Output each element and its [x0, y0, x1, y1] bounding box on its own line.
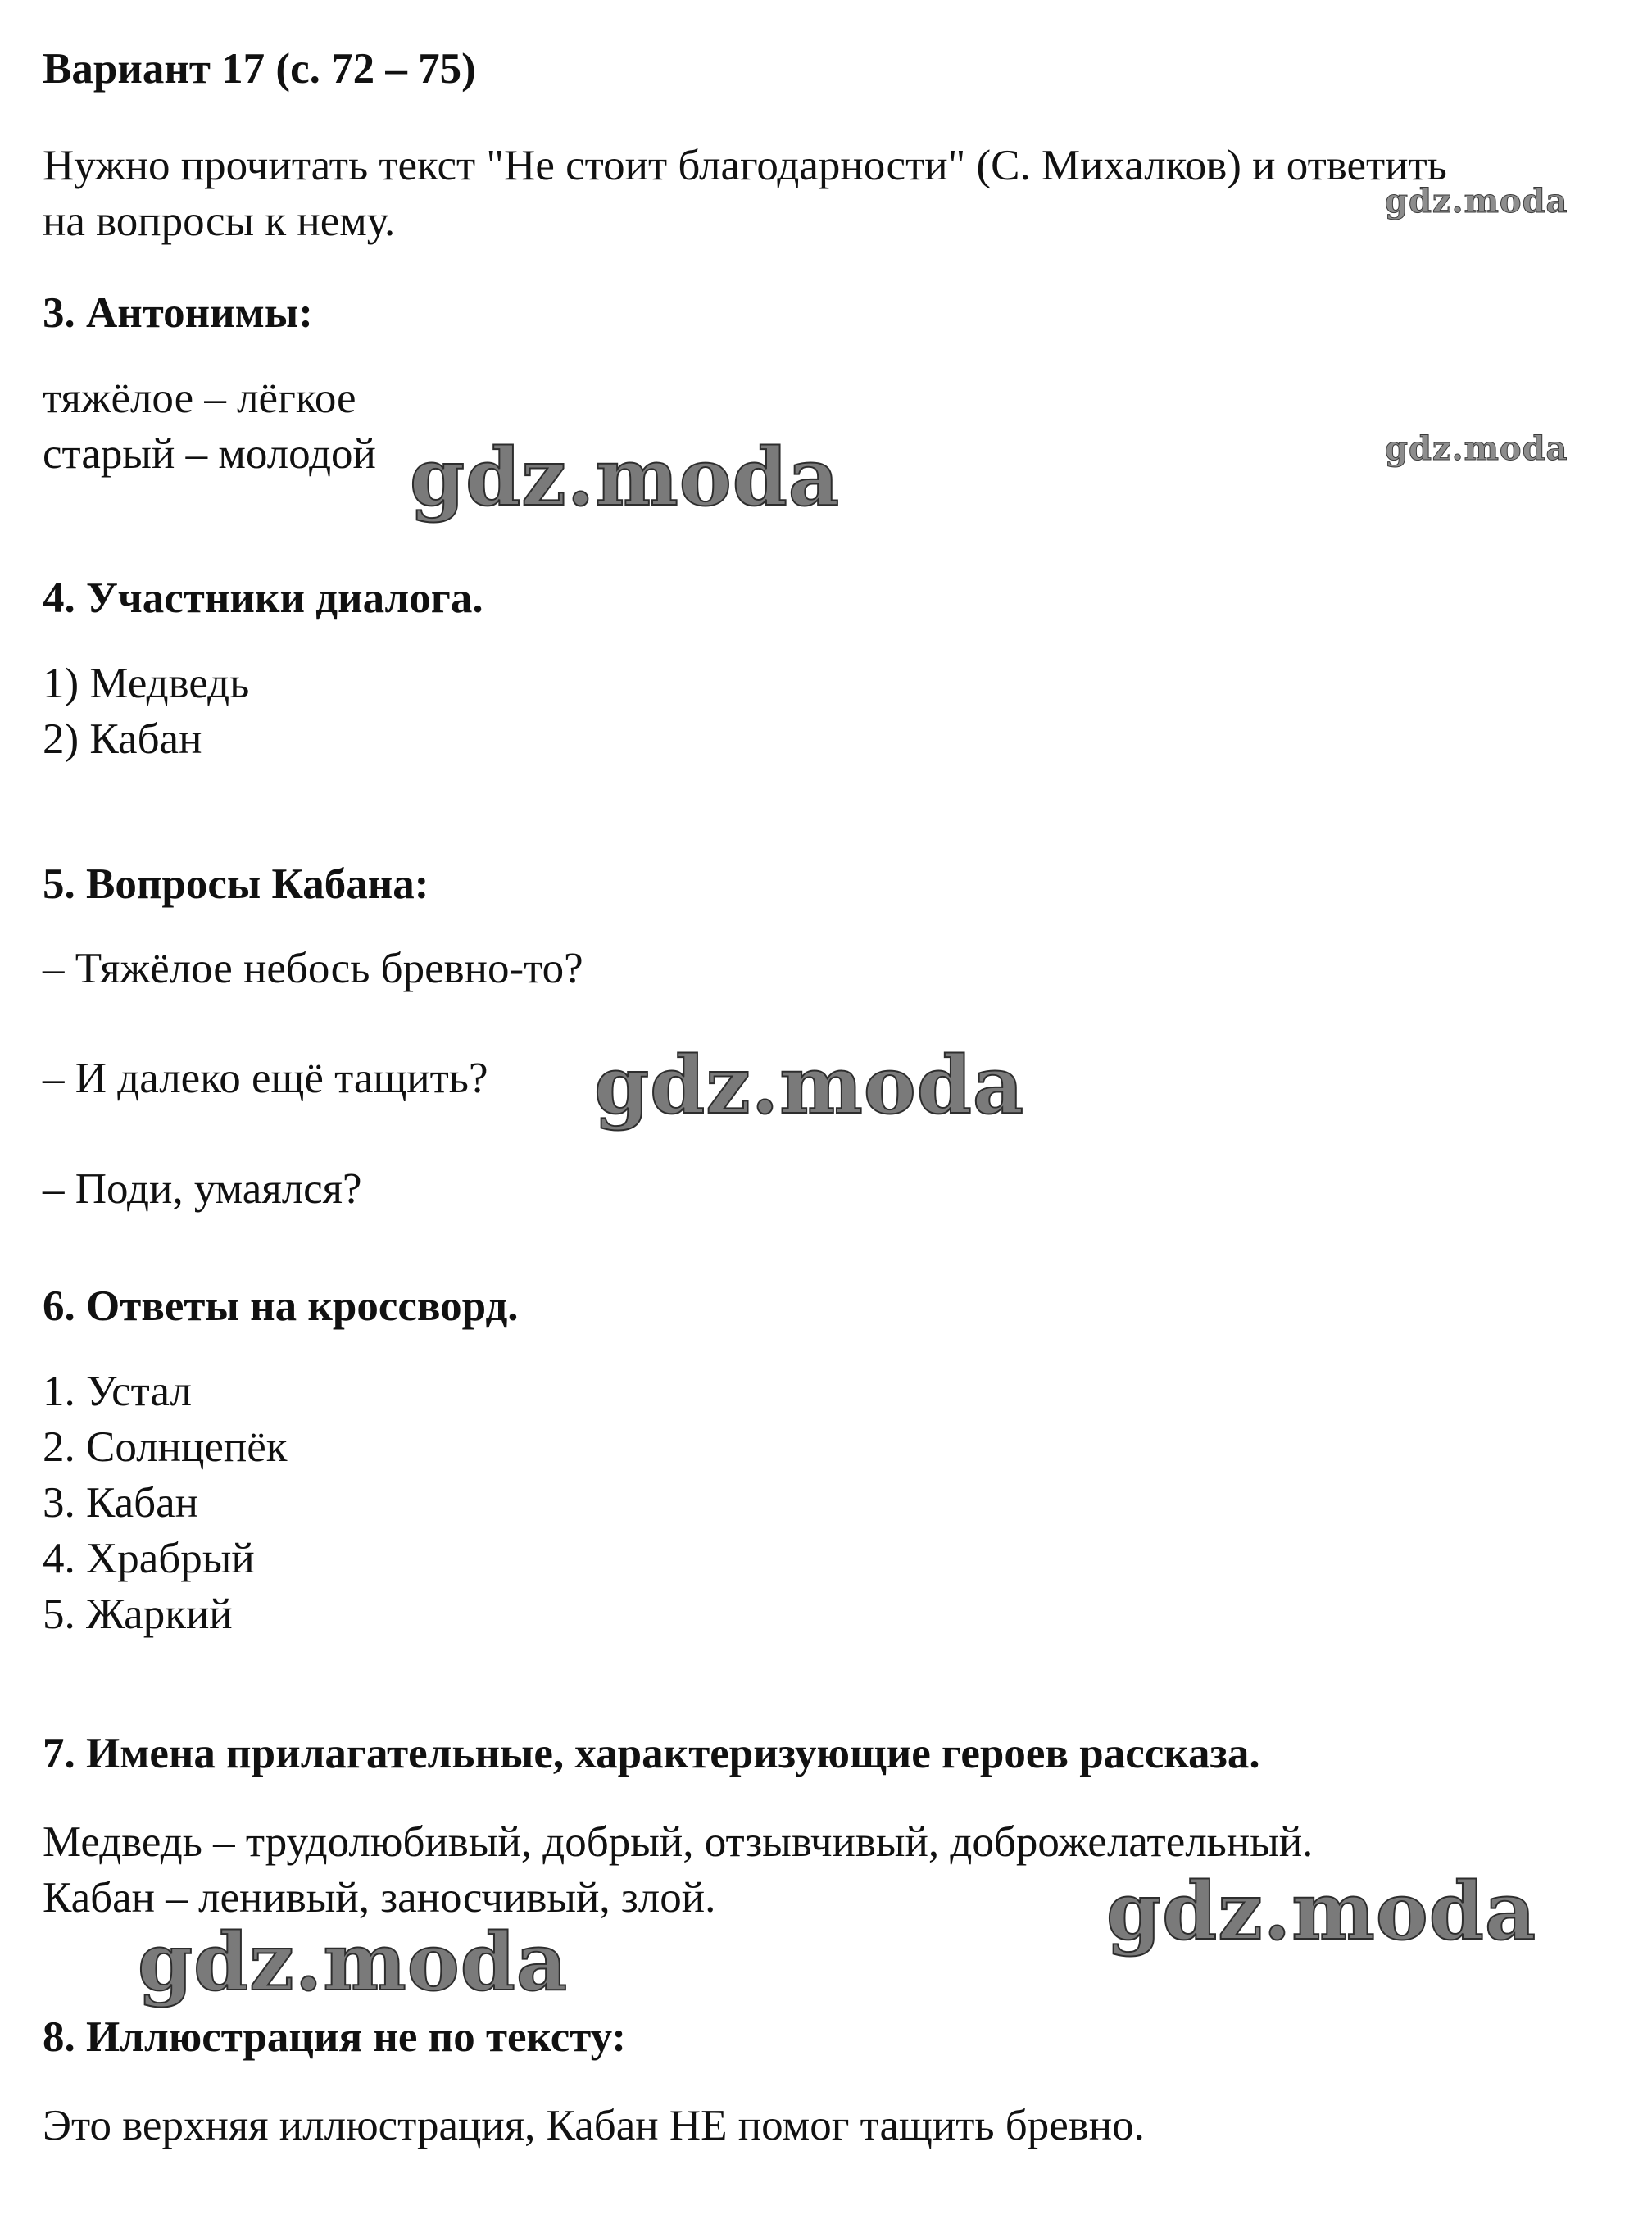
section-antonyms-heading: 3. Антонимы:	[43, 289, 313, 337]
crossword-answer: 4. Храбрый	[43, 1535, 255, 1582]
participant-line: 2) Кабан	[43, 715, 202, 763]
section-illustration-heading: 8. Иллюстрация не по тексту:	[43, 2013, 627, 2061]
crossword-answer: 2. Солнцепёк	[43, 1423, 288, 1471]
watermark: gdz.moda	[1385, 182, 1568, 220]
watermark: gdz.moda	[1385, 429, 1568, 468]
watermark: gdz.moda	[1106, 1865, 1537, 1958]
section-adjectives-heading: 7. Имена прилагательные, характеризующие героев рассказа.	[43, 1730, 1260, 1777]
watermark: gdz.moda	[138, 1916, 569, 2008]
crossword-answer: 1. Устал	[43, 1368, 192, 1415]
watermark: gdz.moda	[410, 431, 841, 524]
participant-line: 1) Медведь	[43, 660, 250, 707]
crossword-answer: 3. Кабан	[43, 1479, 199, 1527]
intro-line-2: на вопросы к нему.	[43, 197, 396, 245]
section-participants-heading: 4. Участники диалога.	[43, 574, 483, 622]
antonym-line: старый – молодой	[43, 430, 376, 478]
crossword-answer: 5. Жаркий	[43, 1590, 233, 1638]
intro-line-1: Нужно прочитать текст "Не стоит благодарности" (С. Михалков) и ответить	[43, 142, 1447, 189]
question-line: – Поди, умаялся?	[43, 1165, 362, 1213]
adjectives-line: Медведь – трудолюбивый, добрый, отзывчивый, доброжелательный.	[43, 1818, 1314, 1866]
page-title: Вариант 17 (с. 72 – 75)	[43, 45, 476, 93]
question-line: – И далеко ещё тащить?	[43, 1055, 488, 1102]
section-questions-heading: 5. Вопросы Кабана:	[43, 860, 429, 908]
antonym-line: тяжёлое – лёгкое	[43, 374, 356, 422]
adjectives-line: Кабан – ленивый, заносчивый, злой.	[43, 1874, 716, 1922]
section-crossword-heading: 6. Ответы на кроссворд.	[43, 1282, 519, 1330]
watermark: gdz.moda	[594, 1039, 1025, 1132]
question-line: – Тяжёлое небось бревно-то?	[43, 945, 583, 992]
illustration-line: Это верхняя иллюстрация, Кабан НЕ помог тащить бревно.	[43, 2102, 1145, 2149]
